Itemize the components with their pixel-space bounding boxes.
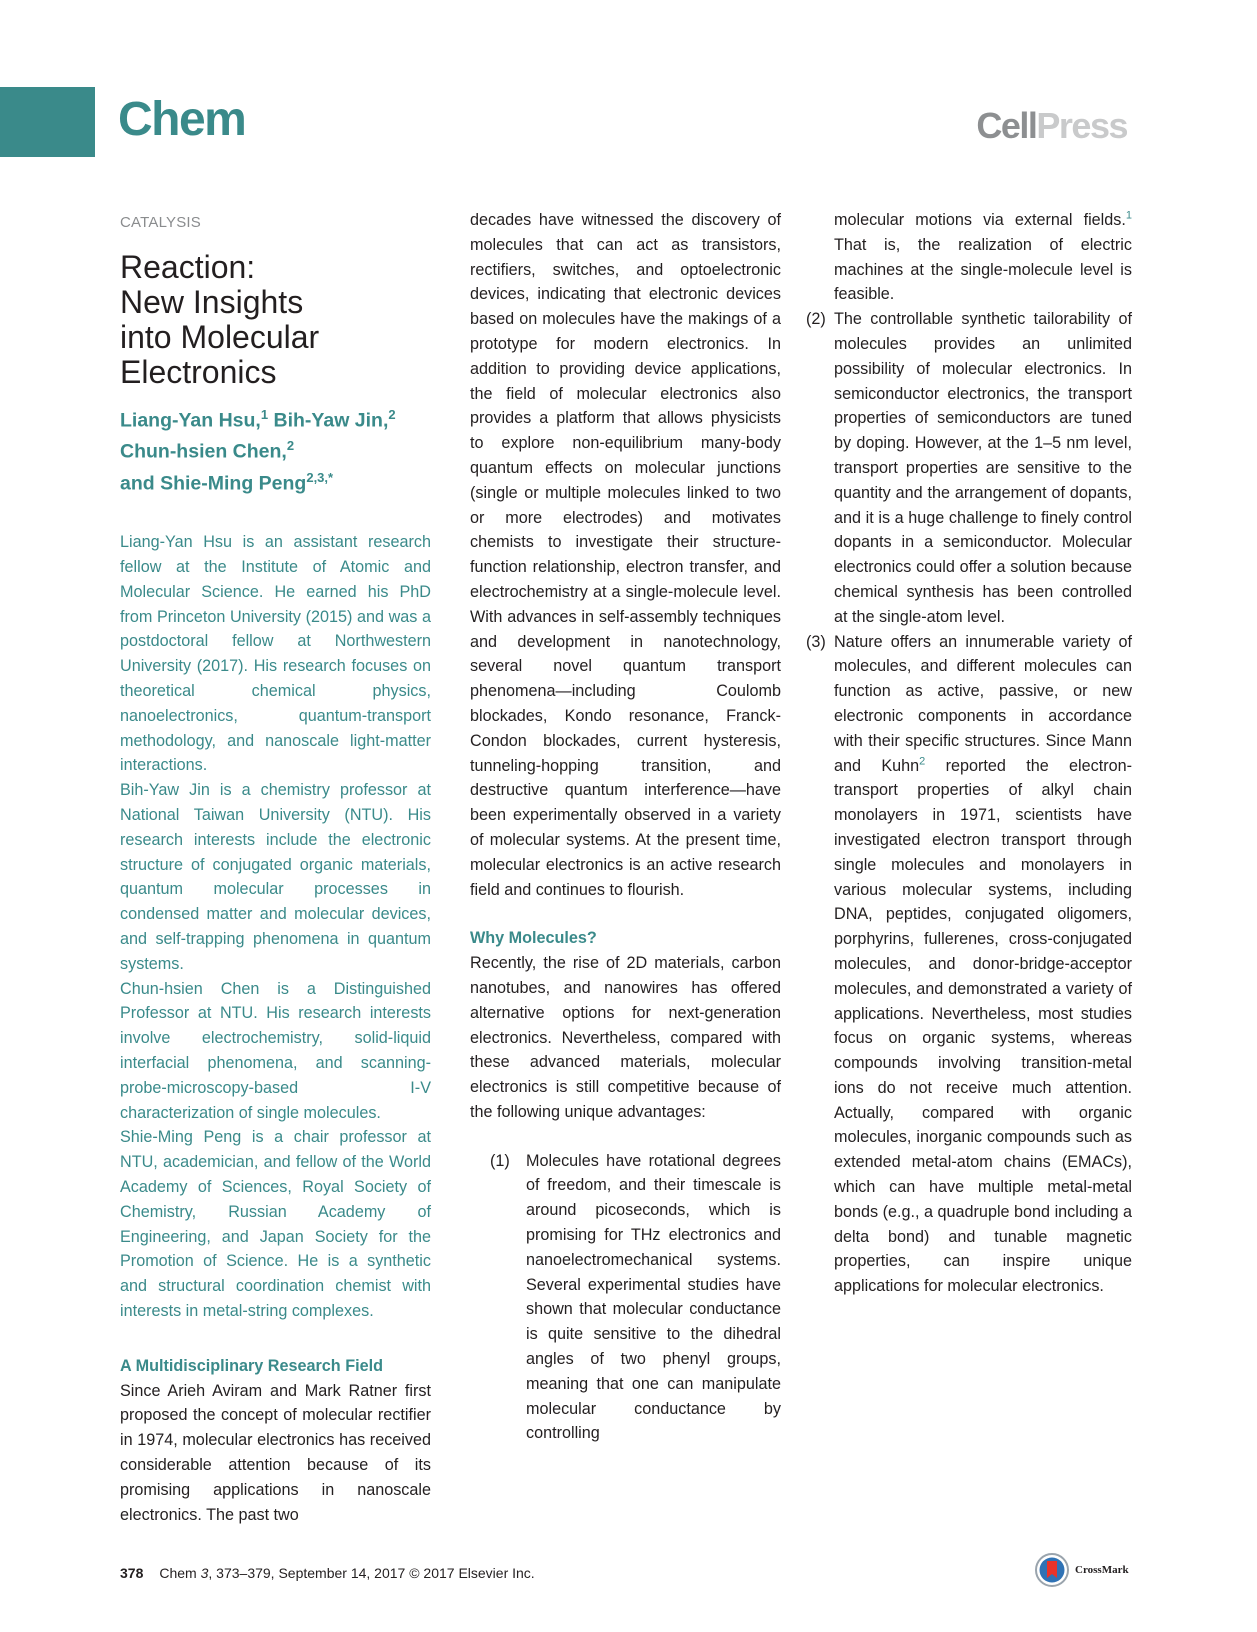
author-bio: Shie-Ming Peng is a chair professor at NTU, academician, and fellow of the World Academy of Sciences, Royal Society of Chemistry, Russian Academy of Engineering, and Japan Society for the Promotion of Science. He is a synthetic and structural coordination chemist with interests in metal-string complexes. — [120, 1128, 431, 1320]
author-bio: Liang-Yan Hsu is an assistant research fellow at the Institute of Atomic and Molecular Science. He earned his PhD from Princeton University (2015) and was a postdoctoral fellow at Northwestern University (2017). His research focuses on theoretical chemical physics, nanoelectronics, quantum-transport methodology, and nanoscale light-matter interactions. — [120, 533, 431, 775]
section-heading: A Multidisciplinary Research Field — [120, 1356, 383, 1375]
title-line: Electronics — [120, 353, 277, 390]
column-3 — [806, 208, 1132, 1299]
column-1 — [120, 208, 431, 1527]
citation-details: , 373–379, September 14, 2017 © 2017 Elsevier Inc. — [208, 1565, 535, 1581]
page-number: 378 — [120, 1565, 144, 1581]
list-item-text-part: Nature offers an innumerable variety of molecules, and different molecules can function as active, passive, or new electronic components in accordance with their specific structures. Since Mann and Kuhn — [834, 632, 1132, 775]
author-list — [120, 402, 431, 497]
author-bio: Bih-Yaw Jin is a chemistry professor at National Taiwan University (NTU). His research interests include the electronic structure of conjugated organic materials, quantum molecular processes in condensed matter and molecular devices, and self-trapping phenomena in quantum systems. — [120, 781, 431, 973]
advantages-list — [806, 307, 1132, 1299]
journal-logo: Chem — [118, 93, 246, 146]
crossmark-label: CrossMark — [1075, 1564, 1129, 1576]
citation-journal: Chem — [159, 1565, 201, 1581]
publisher-logo-cell: Cell — [976, 105, 1037, 146]
author-name: and Shie-Ming Peng — [120, 472, 307, 495]
list-item — [806, 630, 1132, 1300]
list-item — [806, 307, 1132, 629]
crossmark-icon — [1035, 1553, 1069, 1587]
affiliation-mark[interactable]: 1 — [260, 406, 269, 422]
list-item-continuation — [834, 208, 1132, 307]
author-line — [120, 433, 431, 465]
list-item-text-part: reported the electron-transport properties of alkyl chain monolayers in 1971, scientists have investigated electron transport through single molecules and monolayers in various molecular systems, including DNA, peptides, conjugated oligomers, porphyrins, fullerenes, cross-conjugated molecules, and donor-bridge-acceptor molecules, and demonstrated a variety of applications. Nevertheless, most studies focus on organic systems, whereas compounds involving transition-metal ions do not receive much attention. Actually, compared with organic molecules, inorganic compounds such as extended metal-atom chains (EMACs), which can have multiple metal-metal bonds (e.g., a quadruple bond including a delta bond) and tunable magnetic properties, can inspire unique applications for molecular electronics. — [834, 756, 1132, 1296]
body-paragraph: Since Arieh Aviram and Mark Ratner first proposed the concept of molecular rectifier in 1974, molecular electronics has received considerable attention because of its promising applications in nanoscale electronics. The past two — [120, 1381, 431, 1524]
author-bios — [120, 530, 431, 1324]
advantages-list — [490, 1149, 781, 1447]
list-number: (2) — [806, 310, 826, 329]
list-number: (3) — [806, 632, 826, 651]
page-footer — [120, 1565, 535, 1581]
affiliation-mark[interactable]: 2,3,* — [306, 469, 334, 485]
title-line: New Insights — [120, 283, 304, 320]
affiliation-mark[interactable]: 2 — [388, 406, 396, 422]
affiliation-mark[interactable]: 2 — [286, 438, 295, 454]
list-item-text: Molecules have rotational degrees of freedom, and their timescale is around picoseconds, which is promising for THz electronics and nanoelectromechanical systems. Several experimental studies have shown that molecular conductance is quite sensitive to the dihedral angles of two phenyl groups, meaning that one can manipulate molecular conductance by controlling — [526, 1151, 781, 1443]
continuation-text: That is, the realization of electric machines at the single-molecule level is feasible. — [834, 235, 1132, 304]
author-line — [120, 465, 431, 497]
list-item — [490, 1149, 781, 1447]
article-title — [120, 250, 431, 390]
publisher-logo-press: Press — [1036, 105, 1127, 146]
body-paragraph: decades have witnessed the discovery of molecules that can act as transistors, rectifiers, switches, and optoelectronic devices, indicating that electronic devices based on molecules have the makings of a prototype for modern electronics. In addition to providing device applications, the field of molecular electronics also provides a platform that allows physicists to explore non-equilibrium many-body quantum effects on molecular junctions (single or multiple molecules linked to two or more electrodes) and motivates chemists to investigate their structure-function relationship, electron transfer, and electrochemistry at a single-molecule level. With advances in self-assembly techniques and development in nanotechnology, several novel quantum transport phenomena—including Coulomb blockades, Kondo resonance, Franck-Condon blockades, current hysteresis, tunneling-hopping transition, and destructive quantum interference—have been experimentally observed in a variety of molecular systems. At the present time, molecular electronics is an active research field and continues to flourish. — [470, 211, 781, 899]
reference-link[interactable]: 1 — [1125, 209, 1132, 222]
list-number: (1) — [490, 1151, 510, 1170]
brand-color-block — [0, 87, 95, 157]
author-name: Chun-hsien Chen, — [120, 440, 287, 463]
author-line — [120, 402, 431, 434]
title-line: into Molecular — [120, 318, 320, 355]
author-name: Bih-Yaw Jin, — [268, 409, 389, 432]
publisher-logo — [976, 104, 1127, 148]
author-bio: Chun-hsien Chen is a Distinguished Professor at NTU. His research interests involve electrochemistry, solid-liquid interfacial phenomena, and scanning-probe-microscopy-based I-V characterization of single molecules. — [120, 979, 431, 1122]
body-paragraph: Recently, the rise of 2D materials, carbon nanotubes, and nanowires has offered alternative options for next-generation electronics. Nevertheless, compared with these advanced materials, molecular electronics is still competitive because of the following unique advantages: — [470, 954, 781, 1121]
section-tag: CATALYSIS — [120, 214, 201, 231]
crossmark-badge[interactable] — [1035, 1553, 1129, 1587]
author-name: Liang-Yan Hsu, — [120, 409, 261, 432]
list-item-text: The controllable synthetic tailorability of molecules provides an unlimited possibility of molecular electronics. In semiconductor electronics, the transport properties of semiconductors are tuned by doping. However, at the 1–5 nm level, transport properties are sensitive to the quantity and the arrangement of dopants, and it is a huge challenge to finely control dopants in a semiconductor. Molecular electronics could offer a solution because chemical synthesis has been controlled at the single-atom level. — [834, 310, 1132, 626]
citation-volume: 3 — [200, 1565, 209, 1581]
title-line: Reaction: — [120, 248, 256, 285]
section-heading: Why Molecules? — [470, 929, 597, 948]
column-2 — [470, 208, 781, 1446]
continuation-text: molecular motions via external fields. — [834, 211, 1126, 229]
reference-link[interactable]: 2 — [919, 755, 926, 768]
list-item-text — [834, 630, 1132, 1300]
